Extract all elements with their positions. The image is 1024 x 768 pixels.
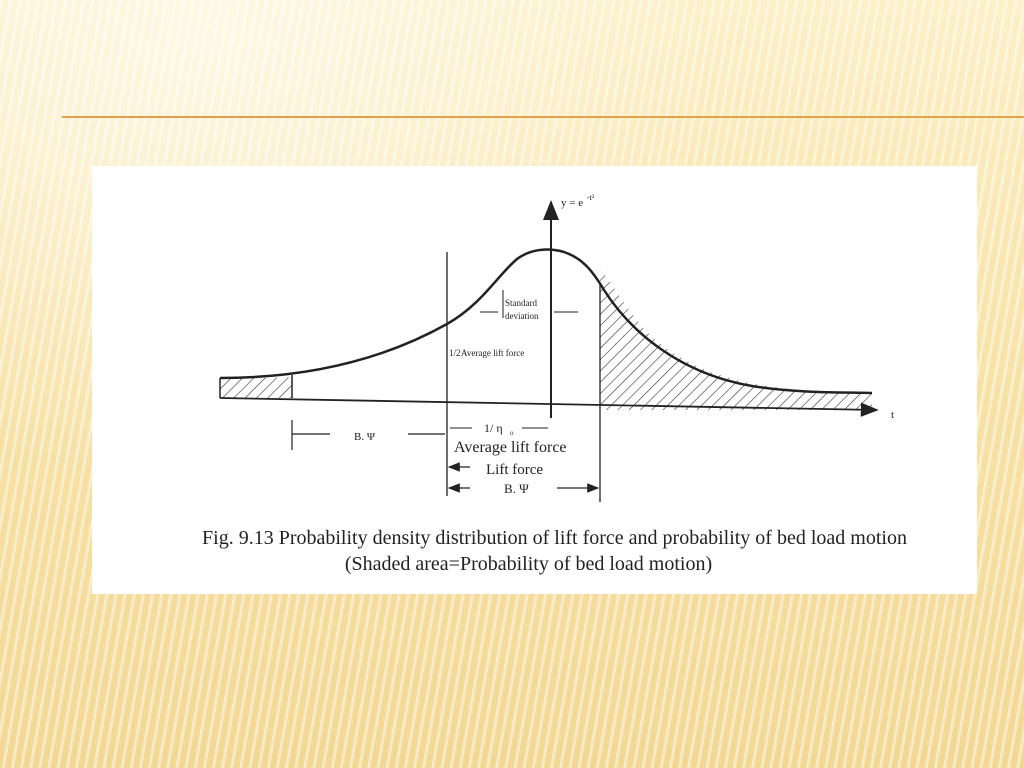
left-shaded-tail	[220, 377, 292, 398]
title-divider-line	[62, 116, 1024, 118]
half-fraction: 1/2	[449, 348, 461, 358]
standard-deviation-label-1: Standard	[505, 298, 537, 308]
standard-deviation-label-2: deviation	[505, 311, 539, 321]
b-psi-left-label: B. Ψ	[354, 431, 375, 443]
y-axis-label: y = e	[561, 197, 584, 209]
figure-caption-line2: (Shaded area=Probability of bed load motion)	[344, 553, 713, 575]
half-average-lift-force-label: Average lift force	[461, 348, 525, 358]
lift-force-label: Lift force	[486, 462, 544, 478]
figure-panel	[92, 166, 977, 594]
right-shaded-tail	[572, 250, 872, 410]
bell-curve	[220, 250, 872, 393]
eta-subscript: o	[510, 429, 514, 437]
average-lift-force-label: Average lift force	[454, 439, 567, 456]
y-axis-exponent: -t²	[587, 193, 595, 202]
b-psi-right-label: B. Ψ	[504, 481, 529, 496]
figure-caption-line1: Fig. 9.13 Probability density distribution of lift force and probability of bed load motion	[202, 527, 907, 549]
t-axis-label: t	[891, 409, 895, 421]
one-over-eta: 1/ η	[484, 421, 503, 435]
